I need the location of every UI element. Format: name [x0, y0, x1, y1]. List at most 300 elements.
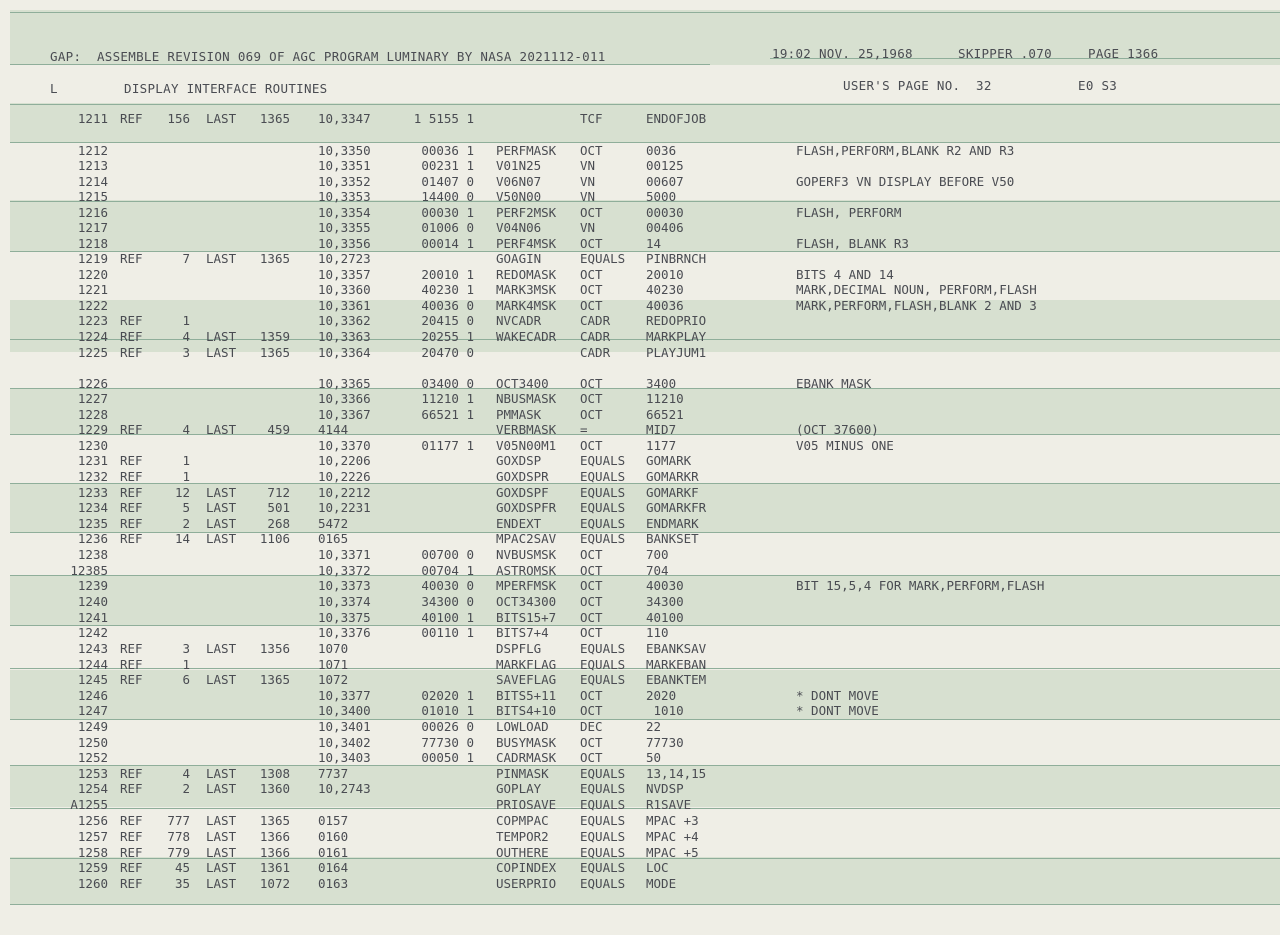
listing-row [0, 329, 1280, 345]
symbol-label: BITS5+11 [496, 688, 557, 703]
opcode: VN [580, 189, 596, 204]
operand: GOMARKFR [646, 500, 707, 515]
line-number: 1249 [77, 719, 108, 734]
symbol-label: USERPRIO [496, 876, 557, 891]
operand: MID7 [646, 422, 677, 437]
ref-label: REF [120, 500, 143, 515]
listing-row [0, 313, 1280, 329]
symbol-label: BITS15+7 [496, 610, 557, 625]
ref-count: 1 [182, 469, 190, 484]
address: 10,3375 [318, 610, 371, 625]
symbol-label: MARK4MSK [496, 298, 557, 313]
listing-row [0, 298, 1280, 314]
address: 1070 [318, 641, 349, 656]
symbol-label: V05N00M1 [496, 438, 557, 453]
comment: GOPERF3 VN DISPLAY BEFORE V50 [796, 174, 1015, 189]
symbol-label: WAKECADR [496, 329, 557, 344]
opcode: EQUALS [580, 813, 626, 828]
ref-label: REF [120, 345, 143, 360]
address: 10,3353 [318, 189, 371, 204]
symbol-label: PMMASK [496, 407, 542, 422]
operand: MARKEBAN [646, 657, 707, 672]
comment: FLASH, BLANK R3 [796, 236, 909, 251]
symbol-label: GOPLAY [496, 781, 542, 796]
ref-label: REF [120, 813, 143, 828]
opcode: EQUALS [580, 516, 626, 531]
line-number: 1258 [77, 845, 108, 860]
operand: 50 [646, 750, 662, 765]
rule-line [10, 904, 1280, 905]
line-number: 1236 [77, 531, 108, 546]
listing-row [0, 766, 1280, 782]
address: 10,2212 [318, 485, 371, 500]
listing-row [0, 220, 1280, 236]
operand: 3400 [646, 376, 677, 391]
opcode: OCT [580, 750, 603, 765]
listing-row [0, 657, 1280, 673]
listing-row [0, 547, 1280, 563]
last-line: 1365 [259, 345, 290, 360]
operand: 13,14,15 [646, 766, 707, 781]
opcode: OCT [580, 205, 603, 220]
line-number: 1230 [77, 438, 108, 453]
opcode: VN [580, 220, 596, 235]
listing-row [0, 391, 1280, 407]
last-line: 501 [267, 500, 290, 515]
ref-label: REF [120, 251, 143, 266]
user-page-number: USER'S PAGE NO. 32 [843, 78, 992, 93]
last-label: LAST [206, 516, 237, 531]
listing-row [0, 345, 1280, 361]
opcode: OCT [580, 578, 603, 593]
octal-word: 40230 1 [421, 282, 474, 297]
last-label: LAST [206, 251, 237, 266]
opcode: OCT [580, 625, 603, 640]
last-line: 712 [267, 485, 290, 500]
octal-word: 00036 1 [421, 143, 474, 158]
ref-count: 777 [167, 813, 190, 828]
line-number: 1242 [77, 625, 108, 640]
comment: MARK,DECIMAL NOUN, PERFORM,FLASH [796, 282, 1037, 297]
listing-row [0, 797, 1280, 813]
listing-row [0, 422, 1280, 438]
opcode: EQUALS [580, 860, 626, 875]
symbol-label: MARKFLAG [496, 657, 557, 672]
ref-label: REF [120, 672, 143, 687]
listing-row [0, 205, 1280, 221]
ref-label: REF [120, 469, 143, 484]
address: 10,3350 [318, 143, 371, 158]
symbol-label: MARK3MSK [496, 282, 557, 297]
last-label: LAST [206, 813, 237, 828]
operand: 40030 [646, 578, 684, 593]
symbol-label: CADRMASK [496, 750, 557, 765]
address: 0165 [318, 531, 349, 546]
last-label: LAST [206, 485, 237, 500]
line-number: 1219 [77, 251, 108, 266]
comment: FLASH,PERFORM,BLANK R2 AND R3 [796, 143, 1015, 158]
address: 10,3376 [318, 625, 371, 640]
address: 10,3356 [318, 236, 371, 251]
opcode: OCT [580, 735, 603, 750]
last-line: 1366 [259, 845, 290, 860]
address: 10,3361 [318, 298, 371, 313]
listing-row [0, 485, 1280, 501]
line-number: 1240 [77, 594, 108, 609]
address: 10,3354 [318, 205, 371, 220]
opcode: VN [580, 158, 596, 173]
address: 10,3377 [318, 688, 371, 703]
symbol-label: V50N00 [496, 189, 542, 204]
octal-word: 20255 1 [421, 329, 474, 344]
opcode: CADR [580, 313, 611, 328]
page-number: PAGE 1366 [1088, 46, 1159, 61]
listing-row [0, 143, 1280, 159]
ref-label: REF [120, 641, 143, 656]
line-number: 1256 [77, 813, 108, 828]
rule-line [10, 64, 710, 65]
last-label: LAST [206, 829, 237, 844]
opcode: DEC [580, 719, 603, 734]
octal-word: 00700 0 [421, 547, 474, 562]
line-number: 1259 [77, 860, 108, 875]
listing-row [0, 641, 1280, 657]
last-label: LAST [206, 531, 237, 546]
line-number: 1245 [77, 672, 108, 687]
ref-count: 45 [174, 860, 190, 875]
ref-count: 7 [182, 251, 190, 266]
last-line: 1365 [259, 111, 290, 126]
octal-word: 20010 1 [421, 267, 474, 282]
address: 10,3371 [318, 547, 371, 562]
octal-word: 00050 1 [421, 750, 474, 765]
address: 10,3352 [318, 174, 371, 189]
last-line: 1365 [259, 672, 290, 687]
address: 10,2226 [318, 469, 371, 484]
line-number: 1247 [77, 703, 108, 718]
last-label: LAST [206, 345, 237, 360]
listing-row [0, 781, 1280, 797]
rule-line [10, 12, 1280, 13]
address: 10,3403 [318, 750, 371, 765]
operand: GOMARKR [646, 469, 699, 484]
operand: 700 [646, 547, 669, 562]
symbol-label: GOXDSPR [496, 469, 549, 484]
line-number: 1215 [77, 189, 108, 204]
line-number: 1244 [77, 657, 108, 672]
listing-row [0, 111, 1280, 127]
ref-count: 778 [167, 829, 190, 844]
ref-label: REF [120, 876, 143, 891]
last-label: LAST [206, 876, 237, 891]
operand: R1SAVE [646, 797, 692, 812]
operand: ENDMARK [646, 516, 699, 531]
line-number: 1252 [77, 750, 108, 765]
address: 0163 [318, 876, 349, 891]
comment: BITS 4 AND 14 [796, 267, 894, 282]
opcode: EQUALS [580, 531, 626, 546]
address: 10,3366 [318, 391, 371, 406]
symbol-label: VERBMASK [496, 422, 557, 437]
address: 0157 [318, 813, 349, 828]
listing-row [0, 829, 1280, 845]
symbol-label: PRIOSAVE [496, 797, 557, 812]
ref-label: REF [120, 531, 143, 546]
operand: 00030 [646, 205, 684, 220]
symbol-label: BUSYMASK [496, 735, 557, 750]
symbol-label: GOXDSPF [496, 485, 549, 500]
comment: MARK,PERFORM,FLASH,BLANK 2 AND 3 [796, 298, 1037, 313]
listing-row [0, 719, 1280, 735]
symbol-label: GOXDSPFR [496, 500, 557, 515]
operand: PLAYJUM1 [646, 345, 707, 360]
opcode: EQUALS [580, 876, 626, 891]
last-line: 1106 [259, 531, 290, 546]
octal-word: 02020 1 [421, 688, 474, 703]
listing-row [0, 625, 1280, 641]
ref-label: REF [120, 781, 143, 796]
octal-word: 03400 0 [421, 376, 474, 391]
address: 10,3363 [318, 329, 371, 344]
assembly-title: GAP: ASSEMBLE REVISION 069 OF AGC PROGRAM LUMINARY BY NASA 2021112-011 [50, 49, 606, 64]
operand: 2020 [646, 688, 677, 703]
opcode: EQUALS [580, 829, 626, 844]
octal-word: 00231 1 [421, 158, 474, 173]
line-number: 1214 [77, 174, 108, 189]
listing-row [0, 189, 1280, 205]
octal-word: 01010 1 [421, 703, 474, 718]
line-number: 1213 [77, 158, 108, 173]
symbol-label: OUTHERE [496, 845, 549, 860]
listing-row [0, 516, 1280, 532]
address: 10,3357 [318, 267, 371, 282]
opcode: EQUALS [580, 469, 626, 484]
last-line: 1356 [259, 641, 290, 656]
ref-count: 35 [174, 876, 190, 891]
symbol-label: REDOMASK [496, 267, 557, 282]
listing-row [0, 703, 1280, 719]
last-label: LAST [206, 500, 237, 515]
opcode: OCT [580, 688, 603, 703]
address: 10,3365 [318, 376, 371, 391]
comment: (OCT 37600) [796, 422, 879, 437]
operand: MPAC +3 [646, 813, 699, 828]
last-line: 268 [267, 516, 290, 531]
operand: ENDOFJOB [646, 111, 707, 126]
line-number: 1243 [77, 641, 108, 656]
comment: * DONT MOVE [796, 703, 879, 718]
operand: 00125 [646, 158, 684, 173]
line-number: 1253 [77, 766, 108, 781]
symbol-label: V06N07 [496, 174, 542, 189]
line-number: 1257 [77, 829, 108, 844]
opcode: EQUALS [580, 797, 626, 812]
line-number: 1221 [77, 282, 108, 297]
operand: 34300 [646, 594, 684, 609]
symbol-label: OCT3400 [496, 376, 549, 391]
ref-label: REF [120, 845, 143, 860]
ref-label: REF [120, 453, 143, 468]
address: 10,2231 [318, 500, 371, 515]
ref-count: 4 [182, 329, 190, 344]
opcode: OCT [580, 236, 603, 251]
line-number: 1234 [77, 500, 108, 515]
octal-word: 20415 0 [421, 313, 474, 328]
listing-row [0, 376, 1280, 392]
ref-label: REF [120, 766, 143, 781]
address: 1072 [318, 672, 349, 687]
octal-word: 11210 1 [421, 391, 474, 406]
opcode: EQUALS [580, 781, 626, 796]
address: 5472 [318, 516, 349, 531]
opcode: OCT [580, 376, 603, 391]
ref-count: 6 [182, 672, 190, 687]
address: 1071 [318, 657, 349, 672]
octal-word: 00110 1 [421, 625, 474, 640]
address: 7737 [318, 766, 349, 781]
operand: NVDSP [646, 781, 684, 796]
symbol-label: GOAGIN [496, 251, 542, 266]
operand: 00406 [646, 220, 684, 235]
line-number: 1246 [77, 688, 108, 703]
operand: BANKSET [646, 531, 699, 546]
symbol-label: PINMASK [496, 766, 549, 781]
listing-row [0, 610, 1280, 626]
symbol-label: SAVEFLAG [496, 672, 557, 687]
listing-row [0, 531, 1280, 547]
octal-word: 77730 0 [421, 735, 474, 750]
last-line: 1365 [259, 251, 290, 266]
opcode: OCT [580, 563, 603, 578]
eo-label: E0 S3 [1078, 78, 1118, 93]
opcode: = [580, 422, 588, 437]
octal-word: 40100 1 [421, 610, 474, 625]
line-number: 1212 [77, 143, 108, 158]
symbol-label: V04N06 [496, 220, 542, 235]
listing-row [0, 813, 1280, 829]
line-number: 1229 [77, 422, 108, 437]
address: 10,3374 [318, 594, 371, 609]
section-letter: L [50, 81, 58, 96]
ref-count: 3 [182, 641, 190, 656]
operand: 40230 [646, 282, 684, 297]
ref-count: 14 [174, 531, 190, 546]
address: 4144 [318, 422, 349, 437]
octal-word: 40036 0 [421, 298, 474, 313]
address: 10,3362 [318, 313, 371, 328]
operand: 11210 [646, 391, 684, 406]
address: 10,3364 [318, 345, 371, 360]
address: 10,3351 [318, 158, 371, 173]
symbol-label: PERF2MSK [496, 205, 557, 220]
line-number: 1233 [77, 485, 108, 500]
ref-count: 4 [182, 422, 190, 437]
operand: MPAC +5 [646, 845, 699, 860]
symbol-label: NVBUSMSK [496, 547, 557, 562]
opcode: EQUALS [580, 500, 626, 515]
listing-row [0, 750, 1280, 766]
comment: BIT 15,5,4 FOR MARK,PERFORM,FLASH [796, 578, 1045, 593]
last-label: LAST [206, 641, 237, 656]
last-line: 1359 [259, 329, 290, 344]
octal-word: 14400 0 [421, 189, 474, 204]
symbol-label: OCT34300 [496, 594, 557, 609]
operand: 40100 [646, 610, 684, 625]
symbol-label: BITS4+10 [496, 703, 557, 718]
last-label: LAST [206, 422, 237, 437]
ref-count: 779 [167, 845, 190, 860]
octal-word: 40030 0 [421, 578, 474, 593]
line-number: 1226 [77, 376, 108, 391]
line-number: 1217 [77, 220, 108, 235]
last-line: 1308 [259, 766, 290, 781]
opcode: TCF [580, 111, 603, 126]
last-line: 1361 [259, 860, 290, 875]
listing-row [0, 267, 1280, 283]
opcode: CADR [580, 329, 611, 344]
opcode: OCT [580, 143, 603, 158]
address: 10,2723 [318, 251, 371, 266]
line-number: 1254 [77, 781, 108, 796]
operand: MARKPLAY [646, 329, 707, 344]
address: 10,3402 [318, 735, 371, 750]
operand: 40036 [646, 298, 684, 313]
listing-row [0, 251, 1280, 267]
listing-row [0, 282, 1280, 298]
ref-count: 12 [174, 485, 190, 500]
operand: 704 [646, 563, 669, 578]
last-label: LAST [206, 860, 237, 875]
operand: 22 [646, 719, 662, 734]
address: 10,3347 [318, 111, 371, 126]
ref-count: 2 [182, 516, 190, 531]
opcode: EQUALS [580, 672, 626, 687]
comment: FLASH, PERFORM [796, 205, 902, 220]
octal-word: 01006 0 [421, 220, 474, 235]
line-number: 1231 [77, 453, 108, 468]
ref-count: 2 [182, 781, 190, 796]
address: 0160 [318, 829, 349, 844]
last-label: LAST [206, 329, 237, 344]
address: 10,3360 [318, 282, 371, 297]
line-number: 12385 [70, 563, 108, 578]
line-number: 1235 [77, 516, 108, 531]
opcode: EQUALS [580, 845, 626, 860]
line-number: 1216 [77, 205, 108, 220]
operand: REDOPRIO [646, 313, 707, 328]
listing-row [0, 688, 1280, 704]
operand: 0036 [646, 143, 677, 158]
listing-row [0, 236, 1280, 252]
ref-count: 1 [182, 313, 190, 328]
operand: EBANKTEM [646, 672, 707, 687]
ref-label: REF [120, 422, 143, 437]
address: 10,3373 [318, 578, 371, 593]
listing-row [0, 672, 1280, 688]
opcode: OCT [580, 282, 603, 297]
operand: 110 [646, 625, 669, 640]
opcode: OCT [580, 610, 603, 625]
address: 10,3400 [318, 703, 371, 718]
comment: V05 MINUS ONE [796, 438, 894, 453]
listing-row [0, 407, 1280, 423]
listing-row [0, 594, 1280, 610]
ref-label: REF [120, 485, 143, 500]
last-line: 1366 [259, 829, 290, 844]
listing-row [0, 845, 1280, 861]
symbol-label: GOXDSP [496, 453, 542, 468]
octal-word: 01407 0 [421, 174, 474, 189]
